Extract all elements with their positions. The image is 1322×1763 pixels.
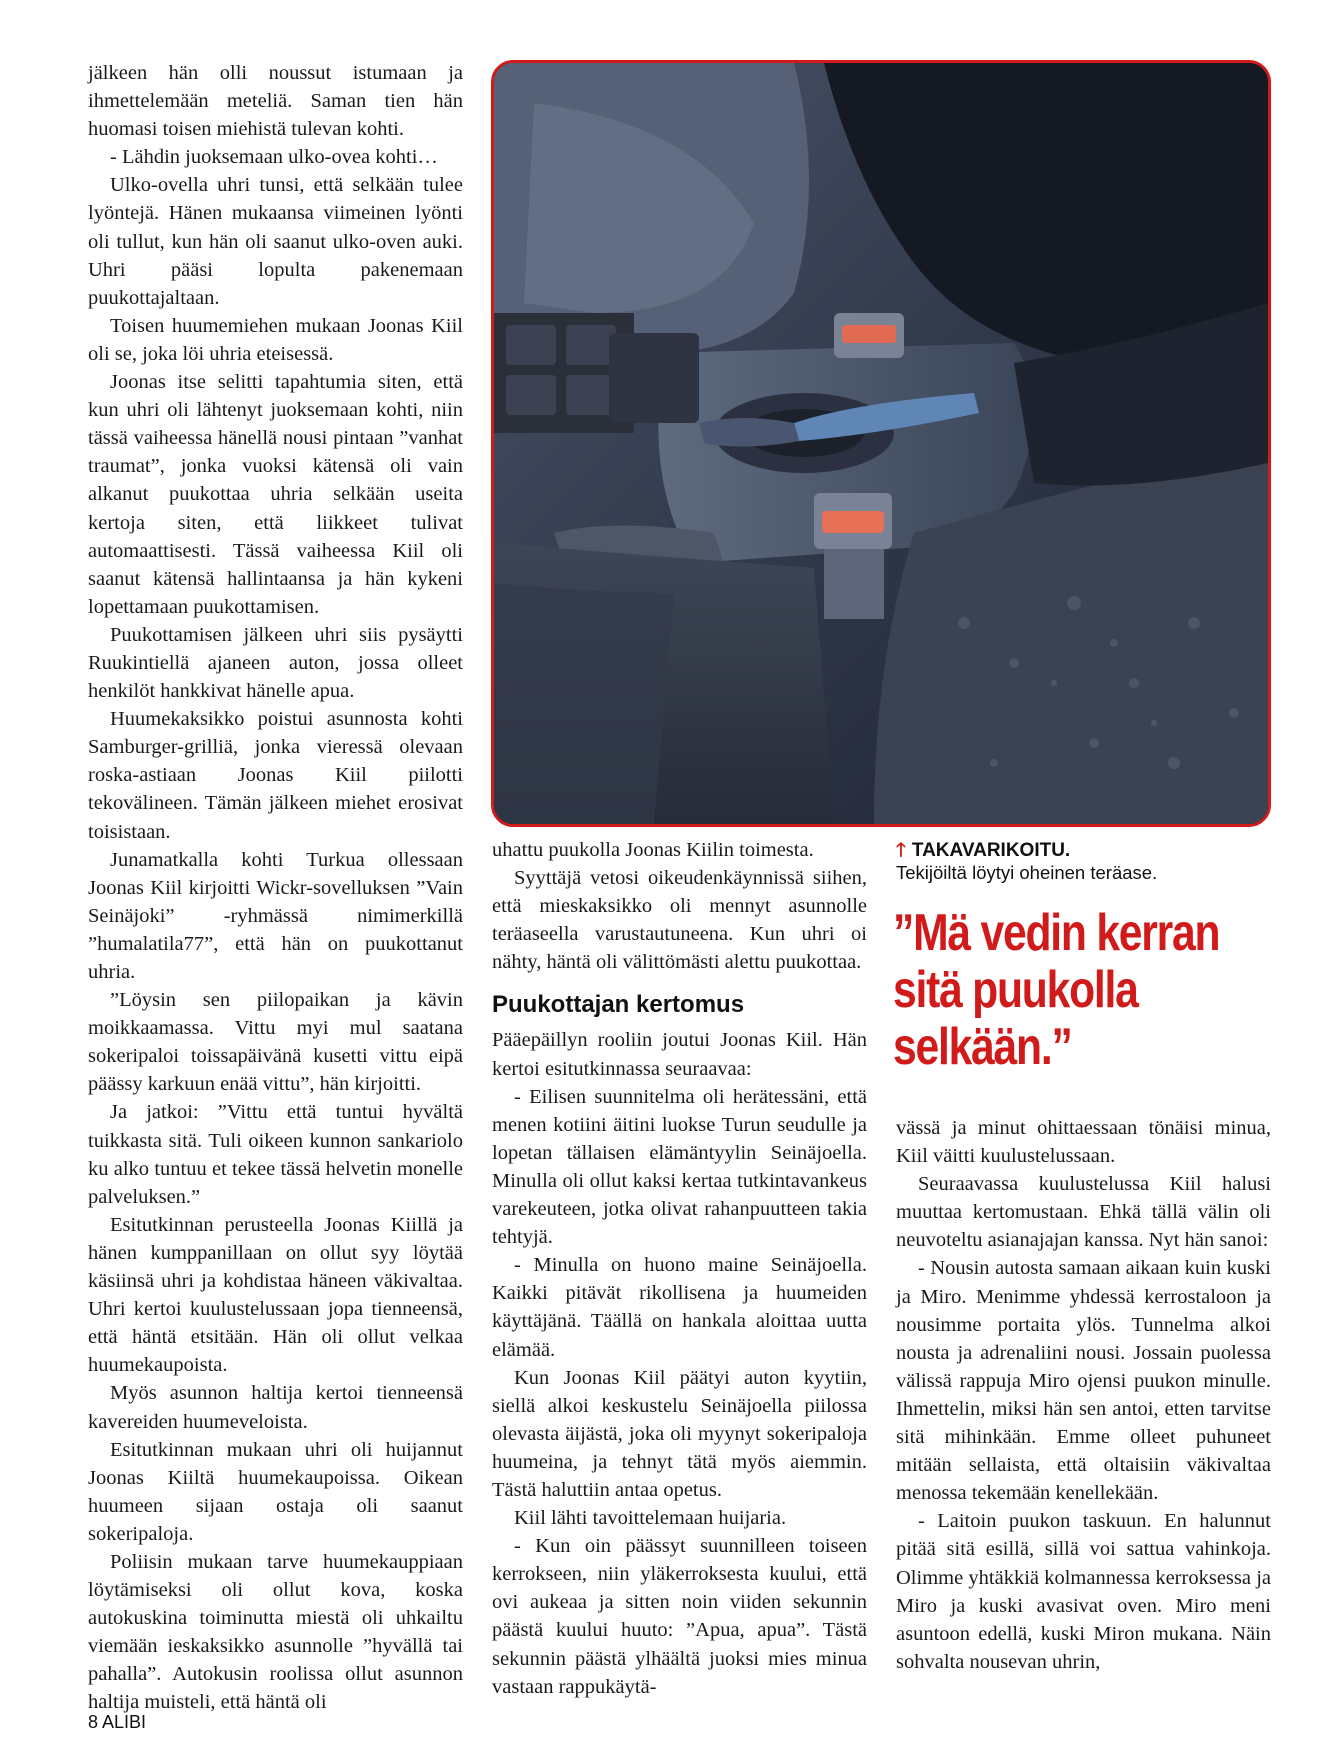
paragraph: Kiil lähti tavoittelemaan huijaria. [514,1507,787,1530]
paragraph: Toisen huumemiehen mukaan Joonas Kiil oli se, joka löi uhria eteisessä. [88,314,463,365]
article-column-2 [492,836,867,1701]
paragraph: Ja jatkoi: ”Vittu että tuntui hyvältä tuikkasta sitä. Tuli oikeen kunnon sankariolo ku alko tuntuu et tekee tässä helvetin monelle palveluksen.” [88,1101,463,1208]
paragraph: Joonas itse selitti tapahtumia siten, että kun uhri oli lähtenyt juoksemaan kohti, niin tässä vaiheessa hänellä nousi pintaan ”vanhat traumat”, jonka vuoksi kätensä oli vain alkanut puukottaa uhria selkään useita kertoja siten, että liikkeet tulivat automaattisesti. Tässä vaiheessa Kiil oli saanut kätensä hallintaansa ja hän kykeni lopettamaan puukottamisen. [88,371,463,618]
paragraph: Huumekaksikko poistui asunnosta kohti Samburger-grilliä, jonka vieressä olevaan roska-astiaan Joonas Kiil piilotti tekovälineen. Tämän jälkeen miehet erosivat toisistaan. [88,708,463,843]
section-subheading: Puukottajan kertomus [492,991,745,1019]
paragraph: - Eilisen suunnitelma oli herätessäni, että menen kotiini äitini luokse Turun seudulle ja lopetan tällaisen elämäntyylin Seinäjoella. Minulla oli ollut kaksi kertaa tutkintavankeus varekeuteen, jotka olivat rahanpuutteen takia tehtyjä. [492,1085,867,1249]
article-column-1 [88,59,463,1717]
paragraph: uhattu puukolla Joonas Kiilin toimesta. [492,839,814,861]
paragraph: Pääepäillyn rooliin joutui Joonas Kiil. Hän kertoi esitutkinnassa seuraavaa: [492,1029,867,1080]
paragraph: - Kun oin päässyt suunnilleen toiseen kerrokseen, niin yläkerroksesta kuului, että ovi aukeaa ja sitten noin viiden sekunnin päästä kuului huuto: ”Apua, apua”. Tästä sekunnin päästä ylhäältä juoksi mies minua vastaan rappukäytä- [492,1535,867,1698]
caption-text: Tekijöiltä löytyi oheinen teräase. [896,862,1158,883]
paragraph: Syyttäjä vetosi oikeudenkäynnissä siihen, että mieskaksikko oli mennyt asunnolle teräaseella varustautuneena. Kun uhri oi nähty, häntä oli välittömästi alettu puukottaa. [492,867,867,974]
paragraph: Kun Joonas Kiil päätyi auton kyytiin, siellä alkoi keskustelu Seinäjoella piilossa olevasta äijästä, joka oli myynyt sokeripaloja huumeina, ja tehnyt tätä myös aiemmin. Tästä haluttiin antaa opetus. [492,1366,867,1501]
column-2-body [492,1026,867,1700]
car-interior-photo [494,63,1268,824]
paragraph: Junamatkalla kohti Turkua ollessaan Joonas Kiil kirjoitti Wickr-sovelluksen ”Vain Seinäjoki” -ryhmässä nimimerkillä ”humalatila77”, että hän on puukottanut uhria. [88,848,463,983]
caption-title: TAKAVARIKOITU. [911,840,1071,861]
article-column-3 [896,1114,1271,1676]
photo-caption [896,840,1276,884]
paragraph: ”Löysin sen piilopaikan ja kävin moikkaamassa. Vittu myi mul saatana sokeripaloi toissapäivänä kusetti vittu eipä päässy karkuun enää vittu”, hän kirjoitti. [88,989,463,1096]
paragraph: Myös asunnon haltija kertoi tienneensä kavereiden huumeveloista. [88,1382,463,1433]
up-arrow-icon: 🡑 [896,840,906,861]
page-folio: 8 ALIBI [88,1712,147,1732]
evidence-photo [491,60,1271,827]
paragraph: Seuraavassa kuulustelussa Kiil halusi muuttaa kertomustaan. Ehkä tällä välin oli neuvoteltu asianajajan kanssa. Nyt hän sanoi: [896,1173,1271,1252]
paragraph: Puukottamisen jälkeen uhri siis pysäytti Ruukintiellä ajaneen auton, jossa olleet henkilöt hankkivat hänelle apua. [88,623,463,703]
paragraph: - Laitoin puukon taskuun. En halunnut pitää sitä esillä, sillä voi sattua vahinkoja. Olimme yhtäkkiä kolmannessa kerroksessa ja Miro ja kuski avasivat oven. Miro meni asuntoon edellä, kuski Miron mukana. Näin sohvalta nousevan uhrin, [896,1510,1271,1673]
pull-quote: ”Mä vedin kerran sitä puukolla selkään.” [893,904,1220,1076]
paragraph: Ulko-ovella uhri tunsi, että selkään tulee lyöntejä. Hänen mukaansa viimeinen lyönti oli tullut, kun hän oli saanut ulko-oven auki. Uhri pääsi lopulta pakenemaan puukottajaltaan. [88,174,463,309]
paragraph: - Nousin autosta samaan aikaan kuin kuski ja Miro. Menimme yhdessä kerrostaloon ja nousimme portaita ylös. Tunnelma alkoi nousta ja adrenaliini nousi. Jossain puolessa välissä rappuja Miro ojensi puukon minulle. Ihmettelin, miksi hän sen antoi, etten tarvitse sitä mihinkään. Emme olleet puhuneet mitään sellaista, että oltaisiin väkivaltaa menossa tekemään kenellekään. [896,1257,1271,1505]
column-2-intro [492,836,867,976]
paragraph: - Minulla on huono maine Seinäjoella. Kaikki pitävät rikollisena ja huumeiden käyttäjänä. Täällä on hankala aloittaa uutta elämää. [492,1254,867,1361]
paragraph: Poliisin mukaan tarve huumekauppiaan löytämiseksi oli ollut kova, koska autokuskina toiminutta miestä oli uhkailtu viemään ieskaksikko asunnolle ”hyvällä tai pahalla”. Autokusin roolissa ollut asunnon haltija muisteli, että häntä oli [88,1550,463,1714]
caption-title-row [896,840,1276,862]
paragraph: Esitutkinnan mukaan uhri oli huijannut Joonas Kiiltä huumekaupoissa. Oikean huumeen sijaan ostaja oli saanut sokeripaloja. [88,1438,463,1545]
paragraph: Esitutkinnan perusteella Joonas Kiillä ja hänen kumppanillaan on ollut syy löytää käsiinsä uhri ja kohdistaa häneen väkivaltaa. Uhri kertoi kuulustelussaan jopa tienneensä, että häntä etsitään. Hän oli ollut velkaa huumekaupoista. [88,1213,463,1377]
paragraph: vässä ja minut ohittaessaan tönäisi minua, Kiil väitti kuulustelussaan. [896,1117,1271,1168]
paragraph: jälkeen hän olli noussut istumaan ja ihmettelemään meteliä. Saman tien hän huomasi toisen miehistä tulevan kohti. [88,62,463,141]
paragraph: - Lähdin juoksemaan ulko-ovea kohti… [110,146,438,169]
